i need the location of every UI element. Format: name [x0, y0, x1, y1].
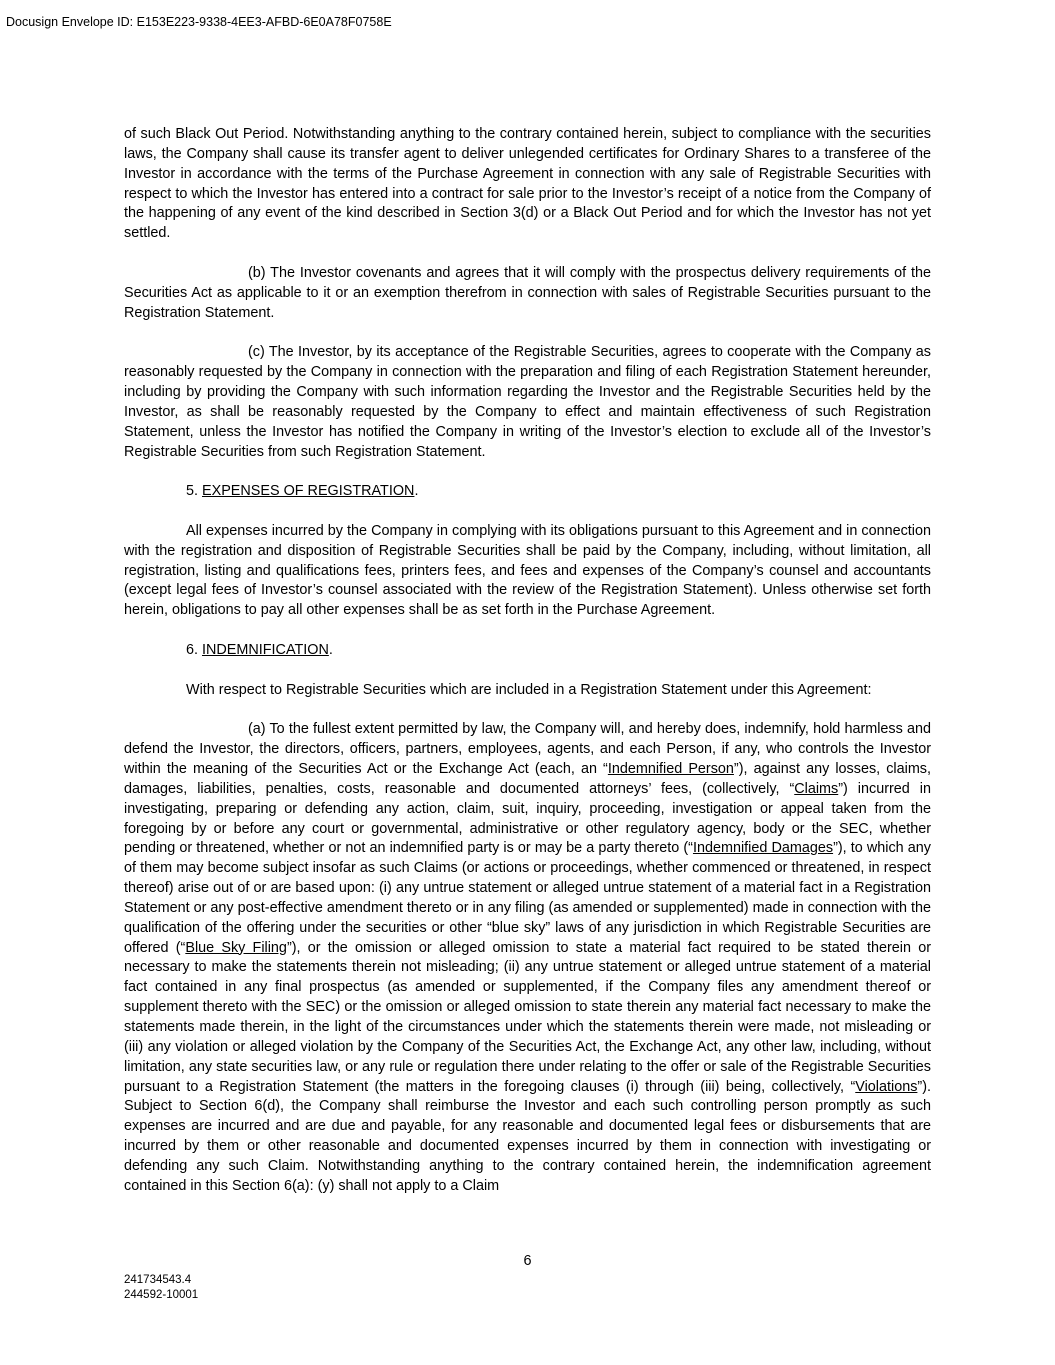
- document-ids: [124, 1273, 198, 1303]
- paragraph-6a: [124, 720, 931, 1196]
- doc-id-1: 241734543.4: [124, 1274, 192, 1286]
- page-number: 6: [523, 1253, 532, 1269]
- paragraph-6a-text-3: ”) incurred in investigating, preparing or defending any action, claim, suit, inquiry, proceeding, investigation or appeal taken from the foregoing by or before any court or governmental, administrative or other regulatory agency, body or the SEC, whether pending or threatened, whether or not an indemnified party is or may be a party thereto (“: [124, 780, 931, 857]
- section-5-title: EXPENSES OF REGISTRATION: [202, 483, 415, 500]
- term-violations: Violations: [855, 1078, 918, 1095]
- term-indemnified-person: Indemnified Person: [607, 761, 734, 777]
- paragraph-6a-text-4: ”), to which any of them may become subject insofar as such Claims (or actions or proceedings, whether commenced or threatened, in respect thereof) arise out of or are based upon: (i) any untrue statement or alleged untrue statement of a material fact in a Registration Statement or any post-effective amendment thereto or in any filing (as amended or supplemented) made in connection with the qualification of the offering under the securities or other “blue sky” laws of any jurisdiction in which Registrable Securities are offered (“: [124, 840, 931, 956]
- section-6-heading: [186, 641, 931, 661]
- doc-id-2: 244592-10001: [124, 1289, 199, 1301]
- paragraph-5: All expenses incurred by the Company in complying with its obligations pursuant to this Agreement and in connection with the registration and disposition of Registrable Securities shall be paid by the Company, including, without limitation, all registration, listing and qualifications fees, printers fees, and fees and expenses of the Company’s counsel and accountants (except legal fees of Investor’s counsel associated with the review of the Registration Statement). Unless otherwise set forth herein, obligations to pay all other expenses shall be as set forth in the Purchase Agreement.: [124, 522, 931, 619]
- paragraph-6a-text-5: ”), or the omission or alleged omission to state a material fact required to be stated therein or necessary to make the statements therein not misleading; (ii) any untrue statement or alleged untrue statement of a material fact contained in any final prospectus (as amended or supplemented, if the Company files any amendment thereof or supplement thereto with the SEC) or the omission or alleged omission to state therein any material fact necessary to make the statements made therein, in the light of the circumstances under which the statements therein were made, not misleading or (iii) any violation or alleged violation by the Company of the Securities Act, the Exchange Act, any other law, including, without limitation, any state securities law, or any rule or regulation there under relating to the offer or sale of the Registrable Securities pursuant to a Registration Statement (the matters in the foregoing clauses (i) through (iii) being, collectively, “: [124, 939, 931, 1095]
- term-claims: Claims: [794, 780, 839, 797]
- document-body: [124, 125, 931, 1216]
- paragraph-4c: (c) The Investor, by its acceptance of the Registrable Securities, agrees to cooperate with the Company as reasonably requested by the Company in connection with the preparation and filing of each Registration Statement hereunder, including by providing the Company with such information regarding the Investor and the Registrable Securities held by the Investor, as shall be reasonably requested by the Company to effect and maintain effectiveness of such Registration Statement, unless the Investor has notified the Company in writing of the Investor’s election to exclude all of the Investor’s Registrable Securities from such Registration Statement.: [124, 344, 931, 460]
- section-5-number: 5.: [186, 483, 202, 500]
- paragraph-4b: (b) The Investor covenants and agrees that it will comply with the prospectus delivery requirements of the Securities Act as applicable to it or an exemption therefrom in connection with sales of Registrable Securities pursuant to the Registration Statement.: [124, 264, 931, 321]
- paragraph-6a-text-1: (a) To the fullest extent permitted by law, the Company will, and hereby does, indemnify, hold harmless and defend the Investor, the directors, officers, partners, employees, agents, and each Person, if any, who controls the Investor within the meaning of the Securities Act or the Exchange Act (each, an “: [124, 721, 931, 777]
- paragraph-6-intro: With respect to Registrable Securities which are included in a Registration Statement under this Agreement:: [186, 681, 872, 698]
- section-5-period: .: [414, 483, 419, 500]
- section-5-heading: [186, 482, 931, 502]
- section-6-period: .: [328, 641, 333, 658]
- section-6-title: INDEMNIFICATION: [202, 641, 329, 658]
- section-6-number: 6.: [186, 641, 202, 658]
- paragraph-6a-text-6: ”). Subject to Section 6(d), the Company shall reimburse the Investor and each such controlling person promptly as such expenses are incurred and are due and payable, for any reasonable and documented legal fees or disbursements that are incurred by them or other reasonable and documented expenses incurred by them in connection with investigating or defending any such Claim. Notwithstanding anything to the contrary contained herein, the indemnification agreement contained in this Section 6(a): (y) shall not apply to a Claim: [124, 1078, 931, 1194]
- term-blue-sky-filing: Blue Sky Filing: [185, 939, 287, 956]
- term-indemnified-damages: Indemnified Damages: [692, 840, 834, 857]
- paragraph-continuation: of such Black Out Period. Notwithstanding anything to the contrary contained herein, subject to compliance with the securities laws, the Company shall cause its transfer agent to deliver unlegended certificates for Ordinary Shares to a transferee of the Investor in accordance with the terms of the Purchase Agreement in connection with any sale of Registrable Securities with respect to which the Investor has entered into a contract for sale prior to the Investor’s receipt of a notice from the Company of the happening of any event of the kind described in Section 3(d) or a Black Out Period and for which the Investor has not yet settled.: [124, 126, 931, 242]
- paragraph-6a-text-2: ”), against any losses, claims, damages, liabilities, penalties, costs, reasonable and documented attorneys’ fees, (collectively, “: [124, 761, 931, 797]
- envelope-id: Docusign Envelope ID: E153E223-9338-4EE3-AFBD-6E0A78F0758E: [6, 15, 392, 29]
